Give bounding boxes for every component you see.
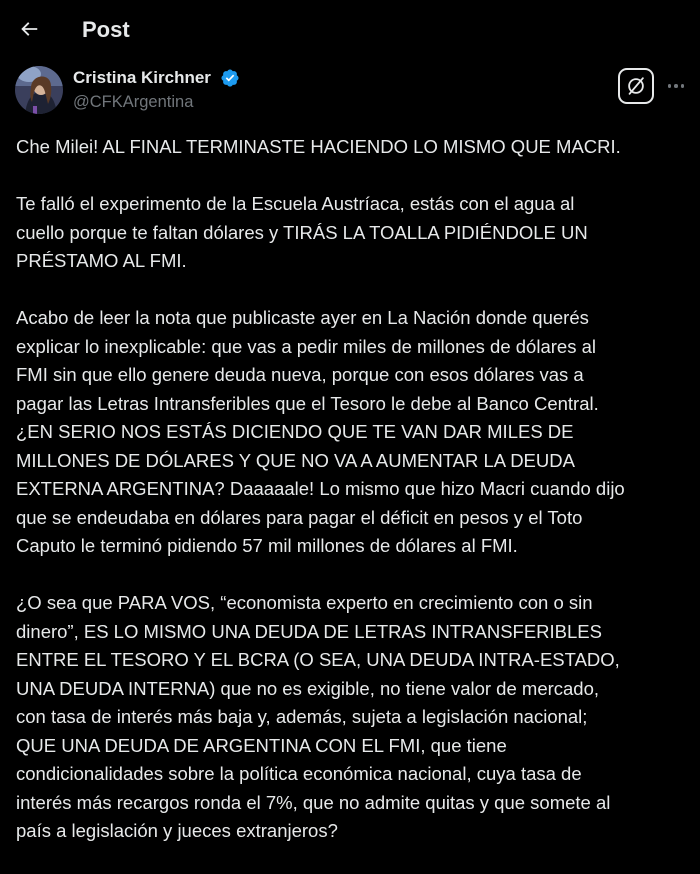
- post-text-line: pagar las Letras Intransferibles que el Tesoro le debe al Banco Central.: [16, 392, 599, 414]
- back-button[interactable]: [12, 12, 46, 46]
- post-text-line: dinero”, ES LO MISMO UNA DEUDA DE LETRAS INTRANSFERIBLES: [16, 620, 602, 642]
- verified-badge-icon: [220, 68, 240, 88]
- post-text-line: FMI sin que ello genere deuda nueva, porque con esos dólares vas a: [16, 364, 584, 385]
- post-paragraph: [16, 133, 691, 162]
- post-text-line: MILLONES DE DÓLARES Y QUE NO VA A AUMENTAR LA DEUDA: [16, 449, 575, 471]
- post-text-line: ENTRE EL TESORO Y EL BCRA (O SEA, UNA DEUDA INTRA-ESTADO,: [16, 649, 620, 670]
- post-text-line: interés más recargos ronda el 7%, que no admite quitas y que somete al: [16, 791, 611, 813]
- avatar[interactable]: [15, 66, 63, 114]
- profile-photo: [15, 66, 63, 114]
- grok-button[interactable]: [618, 68, 654, 104]
- post-text: [16, 133, 691, 874]
- arrow-left-icon: [18, 18, 40, 40]
- post-paragraph: [16, 589, 691, 846]
- grok-icon: [625, 75, 647, 97]
- post-text-line: Che Milei! AL FINAL TERMINASTE HACIENDO LO MISMO QUE MACRI.: [16, 136, 621, 157]
- post-text-line: Caputo le terminó pidiendo 57 mil millones de dólares al FMI.: [16, 535, 518, 556]
- post-paragraph: [16, 304, 691, 561]
- post-text-line: ¿EN SERIO NOS ESTÁS DICIENDO QUE TE VAN DAR MILES DE: [16, 421, 574, 442]
- post-text-line: ¿O sea que PARA VOS, “economista experto en crecimiento con o sin: [16, 592, 593, 613]
- post-paragraph: [16, 190, 691, 276]
- post-text-line: PRÉSTAMO AL FMI.: [16, 250, 187, 271]
- post-text-line: país a legislación y jueces extranjeros?: [16, 820, 338, 841]
- more-dots-icon: [668, 84, 672, 88]
- top-bar: [0, 0, 700, 60]
- post-text-line: Acabo de leer la nota que publicaste ayer en La Nación donde querés: [16, 307, 589, 328]
- post-text-line: con tasa de interés más baja y, además, sujeta a legislación nacional;: [16, 706, 588, 727]
- more-options-button[interactable]: [663, 74, 689, 98]
- post-text-line: condicionalidades sobre la política económica nacional, cuya tasa de: [16, 763, 582, 784]
- post-text-line: que se endeudaba en dólares para pagar el déficit en pesos y el Toto: [16, 506, 583, 528]
- post-text-line: UNA DEUDA INTERNA) que no es exigible, no tiene valor de mercado,: [16, 677, 600, 699]
- post-text-line: QUE UNA DEUDA DE ARGENTINA CON EL FMI, que tiene: [16, 734, 507, 756]
- page-title: Post: [82, 17, 130, 42]
- author-handle[interactable]: @CFKArgentina: [73, 93, 194, 111]
- post-text-line: Te falló el experimento de la Escuela Austríaca, estás con el agua al: [16, 193, 575, 214]
- author-name[interactable]: Cristina Kirchner: [73, 68, 211, 87]
- post-text-line: explicar lo inexplicable: que vas a pedir miles de millones de dólares al: [16, 335, 596, 357]
- post-text-line: cuello porque te faltan dólares y TIRÁS LA TOALLA PIDIÉNDOLE UN: [16, 221, 588, 243]
- post-text-line: EXTERNA ARGENTINA? Daaaaale! Lo mismo que hizo Macri cuando dijo: [16, 478, 625, 499]
